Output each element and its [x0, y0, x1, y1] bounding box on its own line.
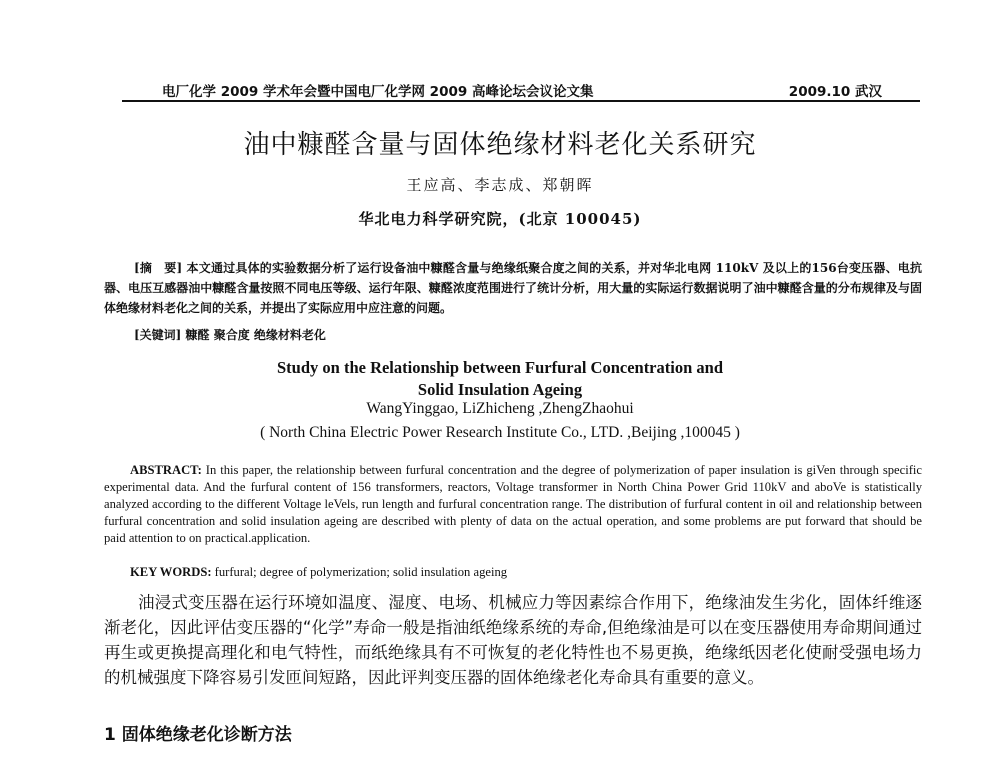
section-heading-1: 1 固体绝缘老化诊断方法 — [104, 725, 292, 745]
keywords-en — [104, 565, 922, 580]
keywords-en-text: furfural; degree of polymerization; solid insulation ageing — [211, 565, 508, 579]
paper-title-cn: 油中糠醛含量与固体绝缘材料老化关系研究 — [243, 130, 757, 160]
abstract-en-text: In this paper, the relationship between furfural concentration and the degree of polymerization of paper insulation is giVen through specific experimental data. And the furfural content of 156 transformers, reactors, Voltage transformer in North China Power Grid 110kV and aboVe is statistically analyzed according to the different Voltage leVels, run length and furfural concentration range. The distribution of furfural content in oil and relationship between furfural concentration and solid insulation ageing are described with plenty of data on the actual operation, and some problems are put forward that should be paid attention to on practical.application. — [104, 463, 922, 545]
abstract-cn — [104, 258, 922, 318]
abstract-en — [104, 462, 922, 547]
body-paragraph — [104, 590, 922, 690]
title-en-line2: Solid Insulation Ageing — [417, 380, 583, 399]
affiliation-en: ( North China Electric Power Research Institute Co., LTD. ,Beijing ,100045 ) — [260, 424, 740, 441]
title-en-line1: Study on the Relationship between Furfural Concentration and — [277, 358, 723, 377]
keywords-en-label: KEY WORDS: — [130, 565, 212, 579]
keywords-cn-text: 糠醛 聚合度 绝缘材料老化 — [181, 328, 326, 342]
authors-cn: 王应高、李志成、郑朝晖 — [406, 176, 594, 194]
abstract-cn-text: 本文通过具体的实验数据分析了运行设备油中糠醛含量与绝缘纸聚合度之间的关系，并对华北电网 110kV 及以上的156台变压器、电抗器、电压互感器油中糠醛含量按照不同电压等级、运行年限、糠醛浓度范围进行了统计分析，用大量的实际运行数据说明了油中糠醛含量的分布规律及与固体绝缘材料老化之间的关系，并提出了实际应用中应注意的问题。 — [104, 261, 922, 315]
header-conference-title: 电厂化学 2009 学术年会暨中国电厂化学网 2009 高峰论坛会议论文集 — [162, 84, 594, 100]
intro-paragraph: 油浸式变压器在运行环境如温度、湿度、电场、机械应力等因素综合作用下，绝缘油发生劣化，固体纤维逐渐老化，因此评估变压器的“化学”寿命一般是指油纸绝缘系统的寿命,但绝缘油是可以在变压器使用寿命期间通过再生或更换提高理化和电气特性，而纸绝缘具有不可恢复的老化特性也不易更换，绝缘纸因老化使耐受强电场力的机械强度下降容易引发匝间短路，因此评判变压器的固体绝缘老化寿命具有重要的意义。 — [104, 593, 922, 687]
abstract-cn-label: [摘 要] — [134, 261, 183, 275]
affiliation-cn: 华北电力科学研究院，(北京 100045) — [358, 210, 642, 228]
authors-en: WangYinggao, LiZhicheng ,ZhengZhaohui — [366, 400, 634, 417]
header-date-location: 2009.10 武汉 — [788, 84, 882, 100]
running-header — [122, 78, 920, 102]
keywords-cn-label: [关键词] — [134, 328, 182, 342]
keywords-cn — [104, 326, 922, 343]
abstract-en-label: ABSTRACT: — [130, 463, 202, 477]
paper-title-en — [0, 357, 1000, 401]
